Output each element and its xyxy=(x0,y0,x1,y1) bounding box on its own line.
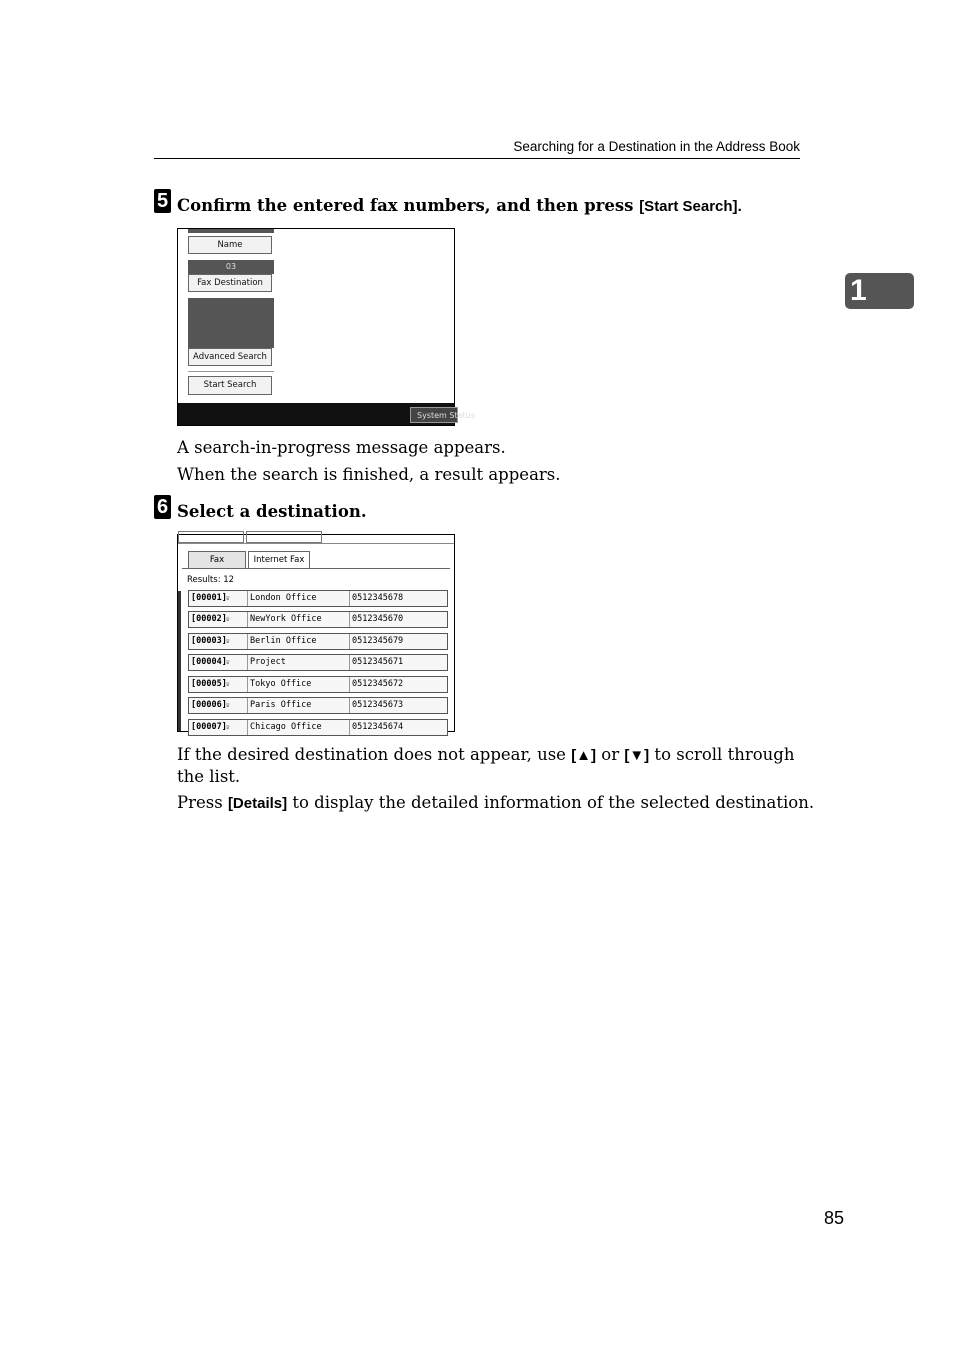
step-6-instruction: Select a destination. xyxy=(177,502,367,521)
strip-tab xyxy=(246,531,322,543)
row-number: 0512345672 xyxy=(349,677,403,692)
paragraph-result-appears: When the search is finished, a result appears. xyxy=(177,465,561,484)
row-number: 0512345678 xyxy=(349,591,403,606)
destination-row[interactable] xyxy=(188,719,448,736)
running-header: Searching for a Destination in the Address Book xyxy=(513,139,800,154)
row-number: 0512345674 xyxy=(349,720,403,735)
step-5-badge: 5 xyxy=(154,189,171,213)
details-key-ref: [Details] xyxy=(227,795,288,812)
fax-icon: ☏ xyxy=(226,638,230,645)
row-number: 0512345673 xyxy=(349,698,403,713)
tab-fax[interactable]: Fax xyxy=(188,551,246,568)
up-key-ref: [▲] xyxy=(571,747,597,764)
fax-icon: ☏ xyxy=(226,702,230,709)
start-search-button[interactable]: Start Search xyxy=(188,376,272,395)
row-name: Project xyxy=(247,655,286,670)
para3-text-a: If the desired destination does not appear, use xyxy=(177,745,572,764)
tab-internet-fax[interactable]: Internet Fax xyxy=(248,551,310,568)
destination-row[interactable] xyxy=(188,676,448,693)
paragraph-scroll-instructions xyxy=(177,744,807,787)
row-id: [00001] xyxy=(191,593,227,603)
fax-icon: ☏ xyxy=(226,616,230,623)
step-6-badge: 6 xyxy=(154,495,171,519)
search-results-screenshot xyxy=(177,534,455,732)
para4-text-a: Press xyxy=(177,793,228,812)
para4-text-b: to display the detailed information of the selected destination. xyxy=(287,793,815,812)
fax-icon: ☏ xyxy=(226,681,230,688)
row-number: 0512345679 xyxy=(349,634,403,649)
destination-row[interactable] xyxy=(188,611,448,628)
row-name: NewYork Office xyxy=(247,612,322,627)
row-id: [00002] xyxy=(191,614,227,624)
header-rule xyxy=(154,158,800,159)
fax-icon: ☏ xyxy=(226,659,230,666)
row-id: [00006] xyxy=(191,700,227,710)
strip-tab xyxy=(178,531,244,543)
step-5-period: . xyxy=(737,198,742,215)
para3-text-b: or xyxy=(596,745,625,764)
step-5-text: Confirm the entered fax numbers, and then press xyxy=(177,196,640,215)
destination-row[interactable] xyxy=(188,633,448,650)
chapter-number: 1 xyxy=(850,274,867,307)
row-id: [00007] xyxy=(191,722,227,732)
fax-value-field: 03 xyxy=(188,260,274,274)
row-id: [00005] xyxy=(191,679,227,689)
row-name: Chicago Office xyxy=(247,720,322,735)
fax-icon: ☏ xyxy=(226,595,230,602)
bottom-bar xyxy=(178,403,475,425)
row-id: [00004] xyxy=(191,657,227,667)
destination-row[interactable] xyxy=(188,697,448,714)
divider xyxy=(188,371,274,372)
paragraph-details-instructions xyxy=(177,792,817,814)
down-key-ref: [▼] xyxy=(624,747,650,764)
para3-text-c: to scroll through the list. xyxy=(177,745,795,786)
destination-row[interactable] xyxy=(188,590,448,607)
chapter-tab xyxy=(845,273,914,309)
page-number: 85 xyxy=(824,1208,845,1228)
top-tab-strip xyxy=(178,535,454,544)
start-search-key-ref xyxy=(639,198,742,215)
name-button[interactable]: Name xyxy=(188,236,272,254)
row-name: Tokyo Office xyxy=(247,677,311,692)
tab-underline xyxy=(182,568,450,569)
destination-row[interactable] xyxy=(188,654,448,671)
row-number: 0512345670 xyxy=(349,612,403,627)
top-dark-strip xyxy=(188,229,274,233)
row-name: Berlin Office xyxy=(247,634,317,649)
fax-destination-button[interactable]: Fax Destination xyxy=(188,274,272,292)
row-id: [00003] xyxy=(191,636,227,646)
left-edge-bar xyxy=(178,591,181,731)
paragraph-search-in-progress: A search-in-progress message appears. xyxy=(177,438,506,457)
fax-icon: ☏ xyxy=(226,724,230,731)
results-count: Results: 12 xyxy=(187,575,235,585)
start-search-key-label: [Start Search] xyxy=(639,198,738,215)
step-5-instruction xyxy=(177,196,742,215)
row-name: Paris Office xyxy=(247,698,311,713)
search-panel-screenshot xyxy=(177,228,475,426)
row-name: London Office xyxy=(247,591,317,606)
advanced-search-area xyxy=(188,298,274,348)
row-number: 0512345671 xyxy=(349,655,403,670)
advanced-search-button[interactable]: Advanced Search xyxy=(188,348,272,366)
system-status-button[interactable]: System Status xyxy=(410,407,458,423)
